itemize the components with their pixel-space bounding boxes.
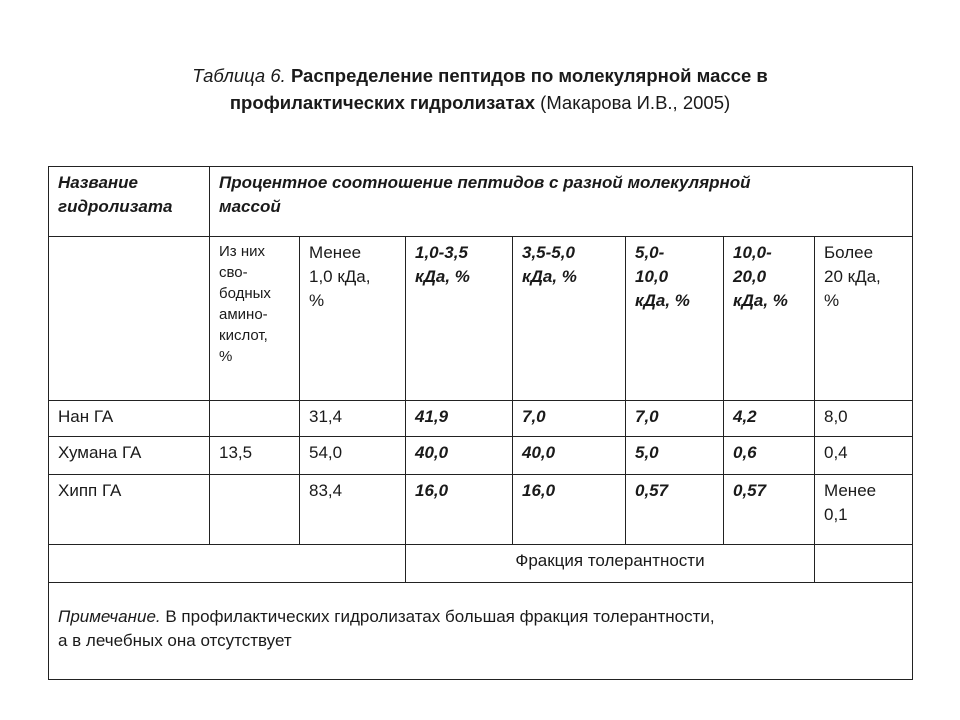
tolerance-empty-left: [49, 545, 406, 583]
caption-line-1: [0, 62, 960, 89]
table-row: [49, 401, 913, 437]
row-range-10-20: 4,2: [724, 401, 815, 437]
tolerance-empty-right: [815, 545, 913, 583]
subheader-range-5-10-line: 5,0-: [635, 243, 665, 262]
subheader-more-20-line: %: [824, 291, 840, 310]
subheader-less-1-line: %: [309, 291, 325, 310]
note-text-1: В профилактических гидролизатах большая фракция толерантности,: [165, 607, 715, 626]
row-less-1: 83,4: [300, 475, 406, 545]
tolerance-row: [49, 545, 913, 583]
header-group-cell: [210, 167, 913, 237]
subheader-more-20: [815, 237, 913, 401]
table-row: [49, 475, 913, 545]
row-more-20: [815, 475, 913, 545]
row-range-5-10: 5,0: [626, 437, 724, 475]
subheader-free-aa-line: амино-: [219, 306, 268, 323]
header-row: [49, 167, 913, 237]
row-range-1-3-5: 41,9: [406, 401, 513, 437]
subheader-range-3-5-5-line: 3,5-5,0: [522, 243, 575, 262]
row-more-20-line1: 0,4: [824, 443, 848, 462]
header-group-line1: Процентное соотношение пептидов с разной молекулярной: [219, 173, 751, 192]
row-range-3-5-5: 40,0: [513, 437, 626, 475]
subheader-row: [49, 237, 913, 401]
subheader-range-10-20-line: кДа, %: [733, 291, 788, 310]
subheader-more-20-line: Более: [824, 243, 874, 262]
row-range-5-10: 0,57: [626, 475, 724, 545]
subheader-range-10-20: [724, 237, 815, 401]
subheader-range-1-3-5-line: кДа, %: [415, 267, 470, 286]
row-free-aa: [210, 401, 300, 437]
row-name: Хумана ГА: [49, 437, 210, 475]
row-range-3-5-5: 7,0: [513, 401, 626, 437]
subheader-free-aa-line: сво-: [219, 264, 248, 281]
subheader-range-5-10-line: 10,0: [635, 267, 669, 286]
caption-title-part2: профилактических гидролизатах: [229, 92, 536, 113]
header-name-cell: [49, 167, 210, 237]
note-lead: Примечание.: [58, 607, 161, 626]
subheader-free-aa-line: кислот,: [219, 327, 268, 344]
subheader-range-1-3-5: [406, 237, 513, 401]
peptide-distribution-table: [48, 166, 913, 680]
subheader-free-aa: [210, 237, 300, 401]
row-range-10-20: 0,57: [724, 475, 815, 545]
row-more-20-line2: 0,1: [824, 505, 848, 524]
row-more-20-line1: 8,0: [824, 407, 848, 426]
subheader-range-3-5-5-line: кДа, %: [522, 267, 577, 286]
row-range-5-10: 7,0: [626, 401, 724, 437]
subheader-range-10-20-line: 20,0: [733, 267, 767, 286]
row-range-10-20: 0,6: [724, 437, 815, 475]
caption-line-2: [0, 89, 960, 116]
subheader-more-20-line: 20 кДа,: [824, 267, 881, 286]
note-row: [49, 583, 913, 680]
subheader-less-1-line: Менее: [309, 243, 362, 262]
row-range-1-3-5: 16,0: [406, 475, 513, 545]
row-name: Нан ГА: [49, 401, 210, 437]
row-free-aa: 13,5: [210, 437, 300, 475]
caption-lead: Таблица 6.: [192, 65, 286, 86]
subheader-less-1: [300, 237, 406, 401]
caption-title-part1: Распределение пептидов по молекулярной массе в: [290, 65, 768, 86]
header-group-line2: массой: [219, 197, 281, 216]
row-range-3-5-5: 16,0: [513, 475, 626, 545]
header-name-line1: Название: [58, 173, 139, 192]
row-more-20: [815, 437, 913, 475]
subheader-empty-cell: [49, 237, 210, 401]
note-cell: [49, 583, 913, 680]
row-less-1: 31,4: [300, 401, 406, 437]
subheader-free-aa-line: бодных: [219, 285, 271, 302]
table-caption: [0, 62, 960, 116]
row-more-20-line1: Менее: [824, 481, 877, 500]
subheader-range-1-3-5-line: 1,0-3,5: [415, 243, 468, 262]
subheader-range-5-10-line: кДа, %: [635, 291, 690, 310]
tolerance-label: Фракция толерантности: [406, 545, 815, 583]
row-free-aa: [210, 475, 300, 545]
row-name: Хипп ГА: [49, 475, 210, 545]
subheader-range-10-20-line: 10,0-: [733, 243, 772, 262]
row-less-1: 54,0: [300, 437, 406, 475]
subheader-range-5-10: [626, 237, 724, 401]
table-row: [49, 437, 913, 475]
note-text-2: а в лечебных она отсутствует: [58, 631, 292, 650]
row-more-20: [815, 401, 913, 437]
subheader-less-1-line: 1,0 кДа,: [309, 267, 371, 286]
note-line-1: [58, 605, 903, 629]
subheader-range-3-5-5: [513, 237, 626, 401]
caption-citation: (Макарова И.В., 2005): [540, 92, 731, 113]
subheader-free-aa-line: Из них: [219, 243, 265, 260]
header-name-line2: гидролизата: [58, 197, 173, 216]
row-range-1-3-5: 40,0: [406, 437, 513, 475]
subheader-free-aa-line: %: [219, 348, 233, 365]
